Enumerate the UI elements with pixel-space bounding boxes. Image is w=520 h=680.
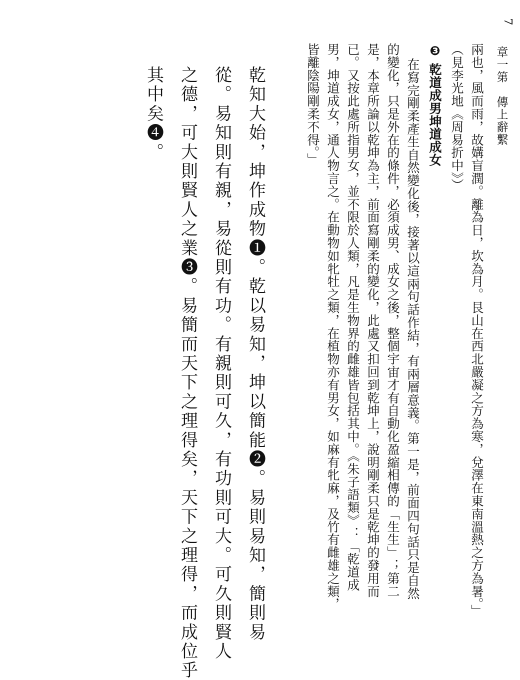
section-heading: ❸ 乾道成男坤道成女 [427, 43, 443, 167]
main-text-line: 從。易知則有親，易從則有功。有親則可久，有功則可大。可久則賢人 [211, 66, 231, 662]
commentary-line: 皆離陰陽剛柔不得。」 [305, 43, 321, 166]
running-header-chapter: 章一第 傳上辭繫 [495, 46, 510, 146]
commentary-line: 是，本章所論以乾坤為主，前面寫剛柔的變化，此處又扣回到乾坤上，說明剛柔只是乾坤的發用而 [365, 43, 381, 598]
commentary-line: 兩也，風而雨，故媾盲潤。離為日，坎為月。艮山在西北嚴凝之方為寒，兌澤在東南溫熱之方為暑。」 [469, 43, 485, 618]
page-number: 7 [501, 18, 516, 27]
main-text-line: 乾知大始，坤作成物❶。乾以易知，坤以簡能❷。易則易知，簡則易 [245, 66, 265, 642]
main-text-line: 其中矣❹。 [143, 66, 163, 162]
commentary-line: 男，坤道成女，通人物言之。在動物如牝牡之類，在植物亦有男女，如麻有牝麻，及竹有雌雄之類， [325, 43, 341, 611]
commentary-line: 的變化，只是外在的條件，必須成男、成女之後，整個宇宙才有自動化盈縮相傳的「生生」；第二 [385, 43, 401, 598]
main-text-line: 之德，可大則賢人之業❸。易簡而天下之理得矣，天下之理得，而成位乎 [177, 66, 197, 680]
commentary-line: 已。又按此處所指男女，並不限於人類，凡是生物界的雌雄皆包括其中。《朱子語類》：「乾道成 [345, 43, 361, 592]
commentary-citation: （見李光地《周易折中》） [449, 43, 465, 192]
commentary-line: 在寫完剛柔產生自然變化後，接著以這兩句話作結，有兩層意義。第一是，前面四句話只是自然 [405, 58, 421, 600]
